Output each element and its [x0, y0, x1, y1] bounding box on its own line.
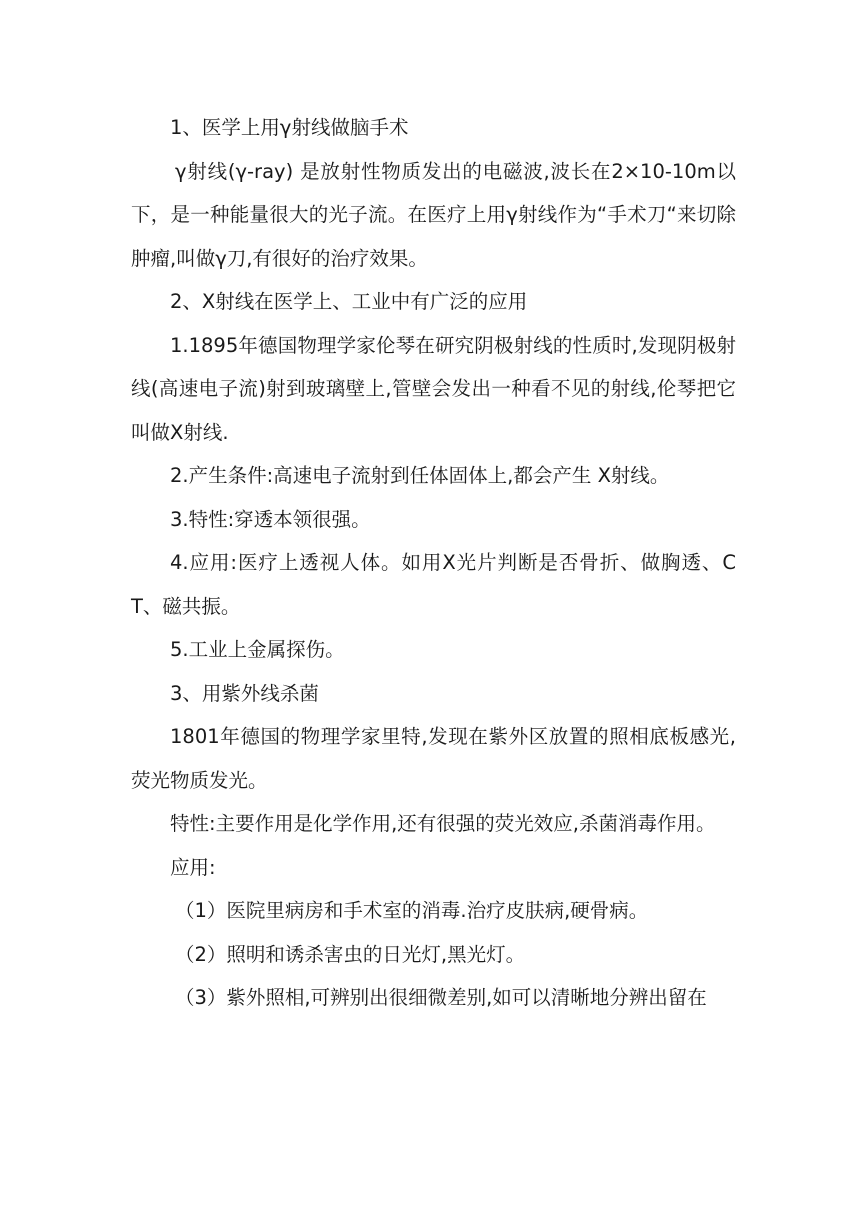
list-item-application-3: （3）紫外照相,可辨别出很细微差别,如可以清晰地分辨出留在 [175, 986, 707, 1009]
paragraph-x-ray-discovery: 1.1895年德国物理学家伦琴在研究阴极射线的性质时,发现阴极射线(高速电子流)射到玻璃壁上,管壁会发出一种看不见的射线,伦琴把它叫做X射线. [131, 333, 736, 444]
heading-gamma-ray-surgery: 1、医学上用γ射线做脑手术 [170, 116, 409, 139]
paragraph-x-ray-conditions: 2.产生条件:高速电子流射到任体固体上,都会产生 X射线。 [170, 464, 670, 487]
paragraph-x-ray-property: 3.特性:穿透本领很强。 [170, 507, 371, 531]
paragraph-gamma-ray-description: γ射线(γ-ray) 是放射性物质发出的电磁波,波长在2×10-10m以下，是一种能量很大的光子流。在医疗上用γ射线作为“手术刀“来切除肿瘤,叫做γ刀,有很好的治疗效果。 [131, 159, 736, 270]
paragraph-ultraviolet-applications-label: 应用: [170, 855, 216, 879]
paragraph-ultraviolet-discovery: 1801年德国的物理学家里特,发现在紫外区放置的照相底板感光,荧光物质发光。 [131, 725, 736, 792]
paragraph-x-ray-industrial-use: 5.工业上金属探伤。 [170, 638, 345, 661]
heading-ultraviolet-sterilization: 3、用紫外线杀菌 [170, 681, 319, 705]
list-item-application-2: （2）照明和诱杀害虫的日光灯,黑光灯。 [175, 942, 526, 966]
paragraph-ultraviolet-property: 特性:主要作用是化学作用,还有很强的荧光效应,杀菌消毒作用。 [170, 812, 716, 835]
list-item-application-1: （1）医院里病房和手术室的消毒.治疗皮肤病,硬骨病。 [175, 899, 649, 922]
heading-x-ray-applications: 2、X射线在医学上、工业中有广泛的应用 [170, 290, 528, 313]
paragraph-x-ray-medical-use: 4.应用:医疗上透视人体。如用X光片判断是否骨折、做胸透、CT、磁共振。 [131, 551, 736, 618]
document-body [131, 106, 736, 1020]
